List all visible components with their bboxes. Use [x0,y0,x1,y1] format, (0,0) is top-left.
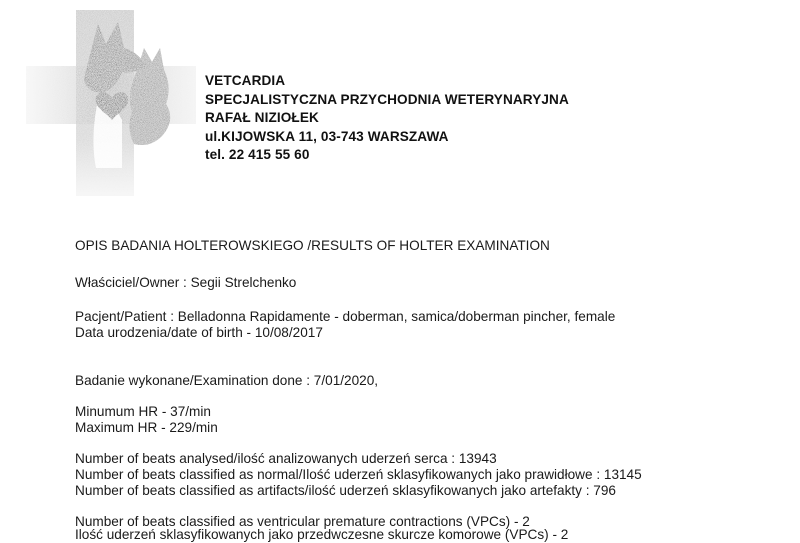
clinic-subtitle: SPECJALISTYCZNA PRZYCHODNIA WETERYNARYJNA [205,91,569,107]
report-title: OPIS BADANIA HOLTEROWSKIEGO /RESULTS OF HOLTER EXAMINATION [75,238,550,253]
max-hr-line: Maximum HR - 229/min [75,420,218,435]
beats-artifacts-line: Number of beats classified as artifacts/ilość uderzeń sklasyfikowanych jako artefakty : 796 [75,483,616,498]
clinic-header [205,72,569,165]
patient-line: Pacjent/Patient : Belladonna Rapidamente - doberman, samica/doberman pincher, female [75,309,616,324]
clinic-phone: tel. 22 415 55 60 [205,147,310,163]
clinic-name: VETCARDIA [205,73,286,88]
clinic-logo [26,8,196,198]
doctor-name: RAFAŁ NIZIOŁEK [205,110,319,126]
exam-date-line: Badanie wykonane/Examination done : 7/01/2020, [75,373,379,388]
min-hr-line: Minumum HR - 37/min [75,404,211,419]
beats-vpc-pl-line: Ilość uderzeń sklasyfikowanych jako przedwczesne skurcze komorowe (VPCs) - 2 [75,527,569,542]
clinic-address: ul.KIJOWSKA 11, 03-743 WARSZAWA [205,128,449,144]
owner-line: Właściciel/Owner : Segii Strelchenko [75,275,297,290]
cat-dog-heart-cross-logo-icon [26,8,196,198]
dob-line: Data urodzenia/date of birth - 10/08/2017 [75,325,323,340]
cropped-line-container [75,527,635,542]
beats-vpc-line: Number of beats classified as ventricular premature contractions (VPCs) - 2 [75,514,530,529]
beats-normal-line: Number of beats classified as normal/Ilość uderzeń sklasyfikowanych jako prawidłowe : 13145 [75,467,642,482]
beats-analysed-line: Number of beats analysed/ilość analizowanych uderzeń serca : 13943 [75,451,497,466]
